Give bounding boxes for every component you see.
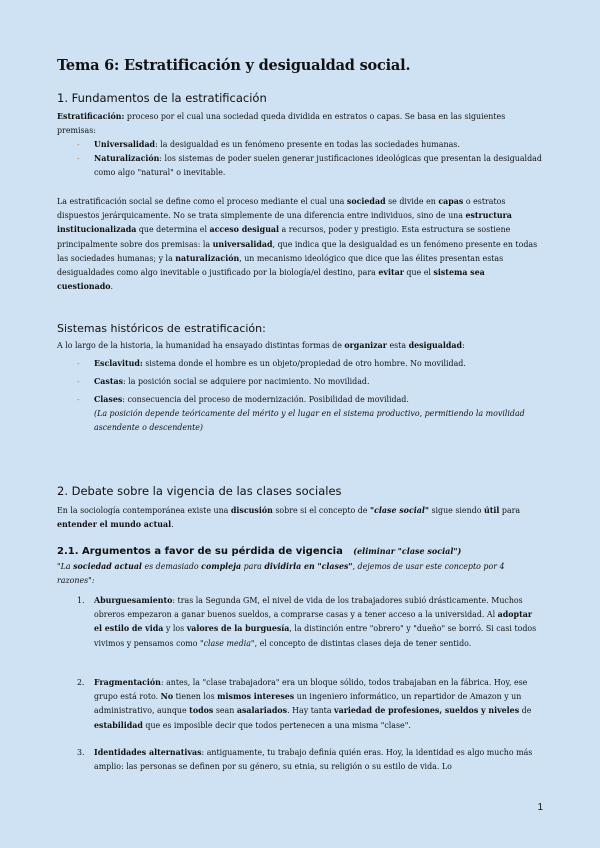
list-item (77, 152, 542, 180)
numbered-item: 2. Fragmentación: antes, la "clase trabajadora" era un bloque sólido, todos trabajaban en la fábrica. Hoy, ese grupo está roto. No tienen los mismos intereses un ingeniero informático, un repartidor de Amazon y un administrativo, aunque todos sean asalariados. Hay tanta variedad de profesiones, sueldos y niveles de estabilidad que es imposible decir que todos pertenecen a una misma "clase". (77, 678, 532, 730)
section-2-1-quote: "La sociedad actual es demasiado compleja para dividirla en "clases", dejemos de usar este concepto por 4 razones": (57, 562, 505, 586)
numbered-item: 3. Identidades alternativas: antiguamente, tu trabajo definía quién eras. Hoy, la identidad es algo mucho más amplio: las personas se definen por su género, su etnia, su religión o su estilo de vida. Lo (77, 748, 533, 772)
bullet-text: : la desigualdad es un fenómeno presente en todas las sociedades humanas. (155, 140, 460, 149)
dash-bullet: - (77, 154, 80, 163)
historical-intro: A lo largo de la historia, la humanidad ha ensayado distintas formas de organizar esta desigualdad: (57, 341, 465, 350)
list-item: - Esclavitud: sistema donde el hombre es un objeto/propiedad de otro hombre. No movilidad. (94, 357, 542, 371)
numbered-item: 1. Aburguesamiento: tras la Segunda GM, el nivel de vida de los trabajadores subió drásticamente. Muchos obreros empezaron a ganar buenos sueldos, a comprarse casas y a tener acceso a la universidad. Al adoptar el estilo de vida y los valores de la burguesía, la distinción entre "obrero" y "dueño" se borró. Si casi todos vivimos y pensamos como "clase media", el concepto de distintas clases deja de tener sentido. (77, 596, 537, 648)
bullet-term: Naturalización (94, 154, 160, 163)
list-item: - Clases: consecuencia del proceso de modernización. Posibilidad de movilidad. (La posición depende teóricamente del mérito y el lugar en el sistema productivo, permitiendo la movilidad ascendente o descendente) (77, 395, 525, 433)
list-item: - Castas: la posición social se adquiere por nacimiento. No movilidad. (94, 375, 542, 389)
dash-bullet: - (77, 140, 80, 149)
section-2-intro: En la sociología contemporánea existe una discusión sobre si el concepto de "clase social" sigue siendo útil para entender el mundo actual. (57, 506, 521, 530)
bullet-term: Universalidad (94, 140, 156, 149)
stratification-paragraph: La estratificación social se define como el proceso mediante el cual una sociedad se divide en capas o estratos dispuestos jerárquicamente. No se trata simplemente de una diferencia entre individuos, sino de una estructura institucionalizada que determina el acceso desigual a recursos, poder y prestigio. Esta estructura se sostiene principalmente sobre dos premisas: la universalidad, que indica que la desigualdad es un fenómeno presente en todas las sociedades humanas; y la naturalización, un mecanismo ideológico que dice que las élites presentan estas desigualdades como algo inevitable o justificado por la biología/el destino, para evitar que el sistema sea cuestionado. (57, 197, 538, 292)
section-2-heading: 2. Debate sobre la vigencia de las clases sociales (57, 484, 342, 498)
section-2-1-heading: 2.1. Argumentos a favor de su pérdida de vigencia (eliminar "clase social") (57, 546, 462, 557)
historical-systems-heading: Sistemas históricos de estratificación: (57, 322, 266, 335)
list-item (77, 138, 542, 152)
page-number: 1 (537, 802, 543, 813)
definition-text: proceso por el cual una sociedad queda dividida en estratos o capas. Se basa en las siguientes premisas: (57, 112, 506, 136)
dash-bullet: - (77, 359, 80, 368)
page-title: Tema 6: Estratificación y desigualdad social. (57, 57, 411, 74)
dash-bullet: - (77, 395, 80, 404)
section-1-heading: 1. Fundamentos de la estratificación (57, 91, 267, 105)
bullet-text: : los sistemas de poder suelen generar justificaciones ideológicas que presentan la desigualdad como algo "natural" o inevitable. (94, 154, 542, 178)
classes-note: (La posición depende teóricamente del mérito y el lugar en el sistema productivo, permitiendo la movilidad ascendente o descendente) (94, 409, 525, 433)
dash-bullet: - (77, 377, 80, 386)
definition-paragraph (57, 110, 542, 138)
definition-term: Estratificación: (57, 112, 125, 121)
